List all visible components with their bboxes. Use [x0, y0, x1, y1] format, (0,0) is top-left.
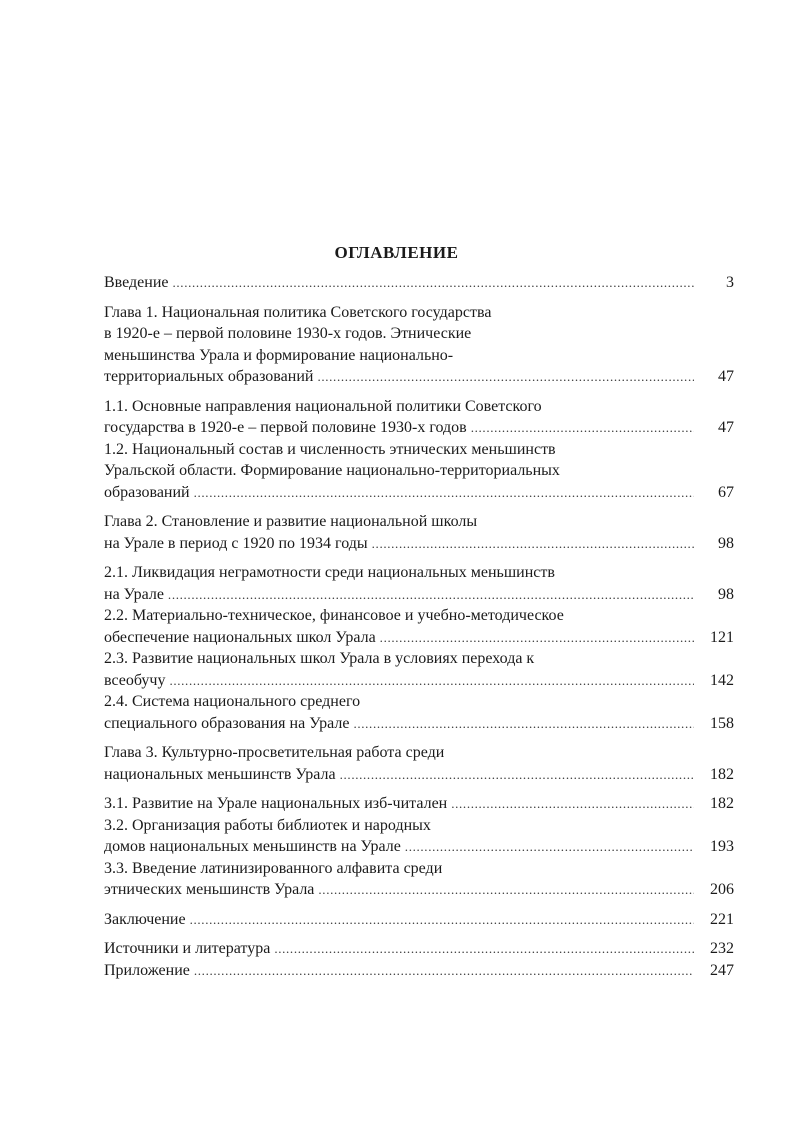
dot-leader	[451, 793, 694, 815]
page-number: 98	[718, 534, 734, 552]
toc-entry[interactable]	[104, 815, 734, 858]
page-number: 3	[726, 274, 734, 291]
toc-entry-title-line: Приложение	[104, 961, 190, 979]
toc-entry-final-line	[104, 713, 734, 735]
toc-entry-final-line	[104, 584, 734, 606]
toc-entry-title-line: 1.2. Национальный состав и численность этнических меньшинств	[104, 440, 556, 458]
toc-entry[interactable]	[104, 691, 734, 734]
dot-leader	[190, 909, 694, 931]
dot-leader	[169, 670, 694, 692]
page-number: 232	[710, 940, 734, 957]
dot-leader	[372, 533, 694, 555]
page-title: ОГЛАВЛЕНИЕ	[334, 243, 459, 262]
dot-leader	[274, 938, 694, 960]
toc-entry-title-line: 1.1. Основные направления национальной политики Советского	[104, 397, 542, 415]
toc-entry-title-line: Введение	[104, 274, 169, 291]
toc-entry-final-line	[104, 879, 734, 901]
toc-entry-title-line: на Урале	[104, 585, 164, 603]
toc-group-chapter1-sections	[104, 396, 734, 504]
toc-entry-title-line: 2.1. Ликвидация неграмотности среди национальных меньшинств	[104, 564, 555, 581]
toc-entry-title-line: обеспечение национальных школ Урала	[104, 628, 376, 646]
toc-entry-final-line	[104, 533, 734, 555]
toc-entry-title-line: Источники и литература	[104, 940, 271, 957]
toc-entry-title-line: 3.1. Развитие на Урале национальных изб-читален	[104, 795, 448, 812]
toc-entry-final-line	[104, 272, 734, 294]
page-number: 47	[718, 419, 734, 436]
toc-entry-final-line	[104, 417, 734, 439]
toc-entry-title-line: 2.4. Система национального среднего	[104, 693, 361, 710]
dot-leader	[194, 960, 694, 982]
dot-leader	[318, 879, 694, 901]
toc-group-intro	[104, 272, 734, 294]
toc-entry[interactable]	[104, 793, 734, 815]
toc-entry-title-line: 3.2. Организация работы библиотек и народных	[104, 816, 431, 834]
toc-entry[interactable]	[104, 562, 734, 605]
table-of-contents	[104, 272, 734, 982]
toc-entry[interactable]	[104, 960, 734, 982]
toc-entry-title-line: Заключение	[104, 910, 186, 928]
toc-group-chapter2	[104, 511, 734, 554]
toc-group-chapter3	[104, 742, 734, 785]
dot-leader	[317, 366, 694, 388]
toc-entry-title-line: территориальных образований	[104, 368, 314, 385]
toc-entry-title-line: 3.3. Введение латинизированного алфавита среди	[104, 859, 443, 877]
toc-entry-final-line	[104, 482, 734, 504]
toc-entry-title-line: 2.2. Материально-техническое, финансовое и учебно-методическое	[104, 607, 564, 624]
toc-entry[interactable]	[104, 272, 734, 294]
toc-entry[interactable]	[104, 938, 734, 960]
toc-entry-title-line: всеобучу	[104, 671, 166, 689]
toc-entry-final-line	[104, 670, 734, 692]
page-number: 182	[710, 765, 734, 783]
page-number: 142	[710, 671, 734, 689]
toc-group-conclusion	[104, 909, 734, 931]
toc-entry-title-line: меньшинства Урала и формирование национально-	[104, 346, 454, 364]
toc-entry-title-line: Глава 2. Становление и развитие национальной школы	[104, 513, 478, 530]
toc-entry[interactable]	[104, 605, 734, 648]
toc-entry-title-line: Глава 1. Национальная политика Советского государства	[104, 303, 492, 321]
toc-entry[interactable]	[104, 742, 734, 785]
toc-group-back-matter	[104, 938, 734, 981]
toc-entry-title-line: Уральской области. Формирование национально-территориальных	[104, 462, 560, 479]
page-number: 193	[710, 838, 734, 855]
toc-entry-final-line	[104, 366, 734, 388]
toc-entry-final-line	[104, 627, 734, 649]
dot-leader	[405, 836, 694, 858]
toc-entry[interactable]	[104, 302, 734, 388]
page-number: 247	[710, 961, 734, 979]
toc-entry-title-line: этнических меньшинств Урала	[104, 881, 315, 898]
toc-entry[interactable]	[104, 511, 734, 554]
toc-entry-title-line: национальных меньшинств Урала	[104, 765, 336, 783]
toc-entry[interactable]	[104, 909, 734, 931]
toc-group-chapter2-sections	[104, 562, 734, 734]
page-number: 121	[710, 628, 734, 646]
toc-group-chapter1	[104, 302, 734, 388]
toc-entry-final-line	[104, 960, 734, 982]
toc-entry-final-line	[104, 909, 734, 931]
toc-entry-title-line: образований	[104, 483, 190, 501]
toc-entry-title-line: домов национальных меньшинств на Урале	[104, 838, 401, 855]
dot-leader	[471, 417, 694, 439]
page-number: 98	[718, 585, 734, 603]
dot-leader	[173, 272, 695, 294]
toc-entry-final-line	[104, 793, 734, 815]
toc-entry-title-line: 2.3. Развитие национальных школ Урала в условиях перехода к	[104, 650, 535, 667]
page-number: 158	[710, 714, 734, 732]
toc-entry-final-line	[104, 836, 734, 858]
toc-entry[interactable]	[104, 439, 734, 504]
toc-entry-final-line	[104, 938, 734, 960]
dot-leader	[194, 482, 694, 504]
dot-leader	[168, 584, 694, 606]
page-number: 206	[710, 881, 734, 898]
page-number: 221	[710, 910, 734, 928]
toc-entry-title-line: специального образования на Урале	[104, 714, 350, 732]
toc-entry-title-line: в 1920-е – первой половине 1930-х годов. Этнические	[104, 325, 472, 342]
toc-entry[interactable]	[104, 396, 734, 439]
toc-entry[interactable]	[104, 648, 734, 691]
dot-leader	[353, 713, 694, 735]
page-number: 47	[718, 368, 734, 385]
toc-group-chapter3-sections	[104, 793, 734, 901]
toc-entry-final-line	[104, 764, 734, 786]
dot-leader	[340, 764, 694, 786]
toc-entry[interactable]	[104, 858, 734, 901]
page-number: 182	[710, 795, 734, 812]
page-number: 67	[718, 483, 734, 501]
toc-entry-title-line: государства в 1920-е – первой половине 1930-х годов	[104, 419, 467, 436]
dot-leader	[380, 627, 694, 649]
toc-entry-title-line: на Урале в период с 1920 по 1934 годы	[104, 534, 368, 552]
toc-entry-title-line: Глава 3. Культурно-просветительная работа среди	[104, 744, 445, 761]
